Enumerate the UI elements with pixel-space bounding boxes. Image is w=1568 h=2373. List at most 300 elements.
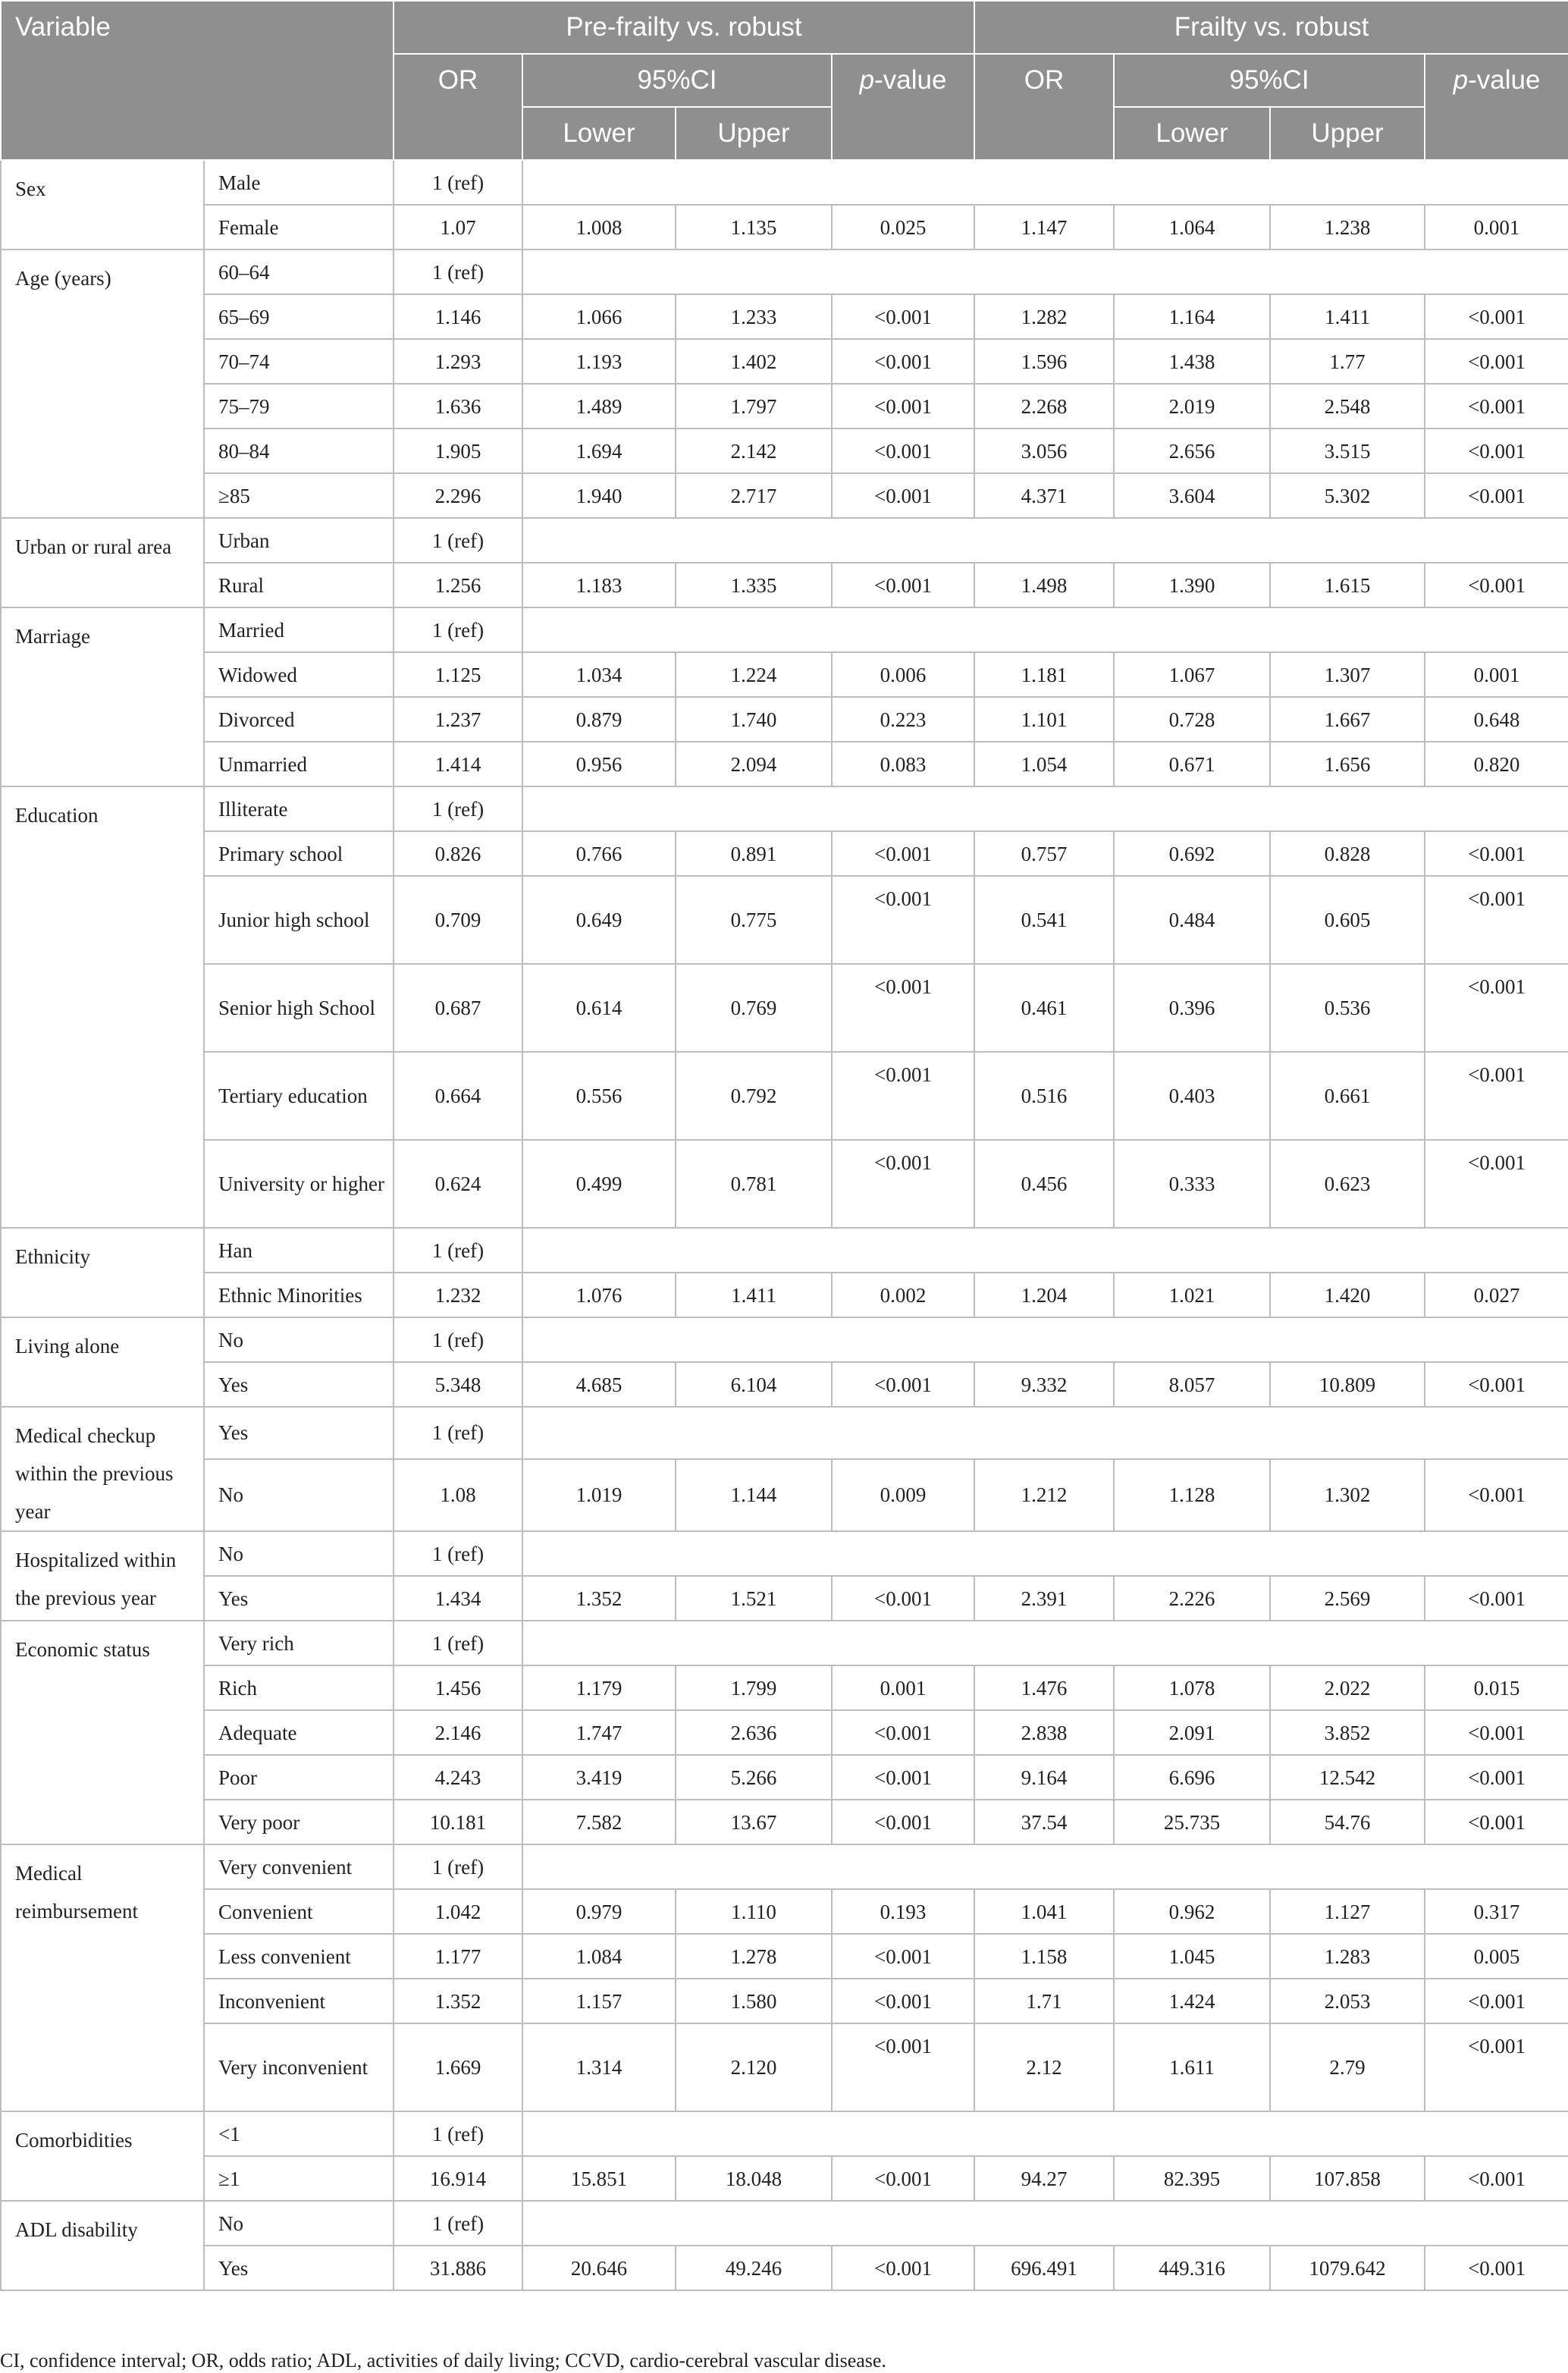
p-value-cell: <0.001 [1425, 964, 1568, 1052]
table-row [1, 294, 1568, 339]
table-row [1, 1362, 1568, 1407]
table-row [1, 2023, 1568, 2111]
p-value-cell: <0.001 [1425, 428, 1568, 473]
header-group-prefrailty: Pre-frailty vs. robust [394, 1, 974, 54]
value-cell: 0.333 [1114, 1140, 1270, 1228]
category-cell: Married [204, 607, 394, 652]
p-value-cell: 0.317 [1425, 1889, 1568, 1934]
reference-cell: 1 (ref) [394, 518, 522, 563]
table-row [1, 518, 1568, 563]
value-cell: 10.181 [394, 1800, 522, 1844]
reference-cell: 1 (ref) [394, 1621, 522, 1665]
empty-cell [522, 1228, 1568, 1273]
value-cell: 31.886 [394, 2246, 522, 2290]
value-cell: 0.709 [394, 876, 522, 964]
p-value-cell: <0.001 [1425, 2156, 1568, 2201]
reference-cell: 1 (ref) [394, 2111, 522, 2156]
value-cell: 1.424 [1114, 1979, 1270, 2023]
p-value-cell: 0.223 [832, 697, 974, 742]
value-cell: 1.694 [522, 428, 676, 473]
value-cell: 2.717 [676, 473, 832, 518]
value-cell: 1.064 [1114, 205, 1270, 250]
variable-cell: Living alone [1, 1317, 204, 1407]
value-cell: 10.809 [1270, 1362, 1425, 1407]
table-row [1, 786, 1568, 831]
table-row [1, 1710, 1568, 1755]
p-value-cell: <0.001 [1425, 876, 1568, 964]
variable-cell: Medical checkup within the previous year [1, 1407, 204, 1531]
value-cell: 0.649 [522, 876, 676, 964]
empty-cell [522, 1407, 1568, 1459]
value-cell: 9.164 [974, 1755, 1114, 1800]
p-value-cell: <0.001 [832, 294, 974, 339]
value-cell: 1.740 [676, 697, 832, 742]
p-value-cell: <0.001 [832, 1800, 974, 1844]
value-cell: 0.687 [394, 964, 522, 1052]
category-cell: ≥1 [204, 2156, 394, 2201]
value-cell: 5.302 [1270, 473, 1425, 518]
p-value-cell: 0.820 [1425, 742, 1568, 786]
table-row [1, 1407, 1568, 1459]
value-cell: 0.541 [974, 876, 1114, 964]
category-cell: Primary school [204, 831, 394, 876]
table-row [1, 1979, 1568, 2023]
category-cell: Senior high School [204, 964, 394, 1052]
table-row [1, 1140, 1568, 1228]
table-row [1, 1934, 1568, 1979]
reference-cell: 1 (ref) [394, 160, 522, 205]
table-row [1, 1317, 1568, 1362]
value-cell: 1.066 [522, 294, 676, 339]
p-value-cell: <0.001 [832, 831, 974, 876]
value-cell: 49.246 [676, 2246, 832, 2290]
table-row [1, 1889, 1568, 1934]
value-cell: 2.636 [676, 1710, 832, 1755]
p-value-cell: <0.001 [832, 1934, 974, 1979]
category-cell: ≥85 [204, 473, 394, 518]
p-value-cell: <0.001 [832, 876, 974, 964]
p-value-cell: <0.001 [1425, 294, 1568, 339]
category-cell: Han [204, 1228, 394, 1273]
p-value-cell: <0.001 [1425, 2246, 1568, 2290]
value-cell: 1.181 [974, 652, 1114, 697]
value-cell: 1.307 [1270, 652, 1425, 697]
p-value-cell: <0.001 [832, 1362, 974, 1407]
value-cell: 107.858 [1270, 2156, 1425, 2201]
value-cell: 8.057 [1114, 1362, 1270, 1407]
empty-cell [522, 607, 1568, 652]
table-row [1, 964, 1568, 1052]
value-cell: 2.142 [676, 428, 832, 473]
value-cell: 0.979 [522, 1889, 676, 1934]
p-value-cell: <0.001 [1425, 1710, 1568, 1755]
category-cell: 75–79 [204, 384, 394, 428]
value-cell: 0.775 [676, 876, 832, 964]
p-value-cell: 0.002 [832, 1273, 974, 1317]
variable-cell: Education [1, 786, 204, 1228]
p-value-cell: <0.001 [1425, 384, 1568, 428]
category-cell: Convenient [204, 1889, 394, 1934]
p-value-cell: <0.001 [832, 384, 974, 428]
table-footnote: CI, confidence interval; OR, odds ratio; ADL, activities of daily living; CCVD, cardio-cerebral vascular disease. [0, 2349, 886, 2371]
table-row [1, 652, 1568, 697]
empty-cell [522, 160, 1568, 205]
value-cell: 6.696 [1114, 1755, 1270, 1800]
value-cell: 1.498 [974, 563, 1114, 607]
p-value-cell: <0.001 [1425, 1362, 1568, 1407]
value-cell: 0.728 [1114, 697, 1270, 742]
p-value-cell: 0.009 [832, 1459, 974, 1531]
value-cell: 1.438 [1114, 339, 1270, 384]
value-cell: 1.352 [394, 1979, 522, 2023]
empty-cell [522, 786, 1568, 831]
empty-cell [522, 1844, 1568, 1889]
value-cell: 1.278 [676, 1934, 832, 1979]
value-cell: 1.596 [974, 339, 1114, 384]
p-value-cell: <0.001 [1425, 339, 1568, 384]
empty-cell [522, 1531, 1568, 1576]
value-cell: 2.569 [1270, 1576, 1425, 1621]
value-cell: 1.045 [1114, 1934, 1270, 1979]
value-cell: 1.489 [522, 384, 676, 428]
header-or: OR [974, 54, 1114, 160]
table-body [1, 160, 1568, 2290]
value-cell: 1.611 [1114, 2023, 1270, 2111]
empty-cell [522, 2111, 1568, 2156]
value-cell: 54.76 [1270, 1800, 1425, 1844]
p-value-cell: <0.001 [832, 2246, 974, 2290]
table-row [1, 876, 1568, 964]
value-cell: 4.685 [522, 1362, 676, 1407]
value-cell: 0.692 [1114, 831, 1270, 876]
p-value-cell: 0.027 [1425, 1273, 1568, 1317]
table-row [1, 1273, 1568, 1317]
value-cell: 1.08 [394, 1459, 522, 1531]
category-cell: Yes [204, 1576, 394, 1621]
p-value-cell: 0.001 [1425, 652, 1568, 697]
value-cell: 1.636 [394, 384, 522, 428]
table-row [1, 205, 1568, 250]
value-cell: 0.769 [676, 964, 832, 1052]
category-cell: Illiterate [204, 786, 394, 831]
variable-cell: Age (years) [1, 250, 204, 518]
value-cell: 1.420 [1270, 1273, 1425, 1317]
category-cell: 65–69 [204, 294, 394, 339]
value-cell: 2.094 [676, 742, 832, 786]
category-cell: No [204, 2201, 394, 2246]
p-value-cell: <0.001 [832, 563, 974, 607]
value-cell: 1.521 [676, 1576, 832, 1621]
value-cell: 1.434 [394, 1576, 522, 1621]
table-row [1, 1576, 1568, 1621]
value-cell: 1.411 [1270, 294, 1425, 339]
variable-cell: Marriage [1, 607, 204, 786]
value-cell: 1.204 [974, 1273, 1114, 1317]
table-row [1, 742, 1568, 786]
header-variable: Variable [1, 1, 394, 160]
value-cell: 2.019 [1114, 384, 1270, 428]
value-cell: 2.296 [394, 473, 522, 518]
value-cell: 2.053 [1270, 1979, 1425, 2023]
reference-cell: 1 (ref) [394, 786, 522, 831]
p-value-cell: 0.001 [832, 1665, 974, 1710]
category-cell: University or higher [204, 1140, 394, 1228]
empty-cell [522, 1621, 1568, 1665]
value-cell: 1.110 [676, 1889, 832, 1934]
value-cell: 0.461 [974, 964, 1114, 1052]
reference-cell: 1 (ref) [394, 607, 522, 652]
category-cell: 80–84 [204, 428, 394, 473]
value-cell: 2.268 [974, 384, 1114, 428]
table-row [1, 1844, 1568, 1889]
value-cell: 3.852 [1270, 1710, 1425, 1755]
table-row [1, 831, 1568, 876]
value-cell: 1.147 [974, 205, 1114, 250]
table-row [1, 250, 1568, 294]
value-cell: 1.256 [394, 563, 522, 607]
header-p-value: p-value [832, 54, 974, 160]
value-cell: 1.282 [974, 294, 1114, 339]
value-cell: 1.411 [676, 1273, 832, 1317]
value-cell: 2.79 [1270, 2023, 1425, 2111]
value-cell: 0.396 [1114, 964, 1270, 1052]
value-cell: 1.07 [394, 205, 522, 250]
category-cell: Male [204, 160, 394, 205]
header-group-frailty: Frailty vs. robust [974, 1, 1568, 54]
value-cell: 1.224 [676, 652, 832, 697]
value-cell: 1.905 [394, 428, 522, 473]
value-cell: 1.293 [394, 339, 522, 384]
table-row [1, 1228, 1568, 1273]
empty-cell [522, 250, 1568, 294]
value-cell: 6.104 [676, 1362, 832, 1407]
value-cell: 1.799 [676, 1665, 832, 1710]
value-cell: 1.797 [676, 384, 832, 428]
value-cell: 1.135 [676, 205, 832, 250]
p-value-cell: <0.001 [832, 1755, 974, 1800]
p-value-cell: <0.001 [1425, 1140, 1568, 1228]
value-cell: 2.091 [1114, 1710, 1270, 1755]
value-cell: 0.516 [974, 1052, 1114, 1140]
header-ci: 95%CI [522, 54, 832, 107]
table-row [1, 428, 1568, 473]
value-cell: 5.348 [394, 1362, 522, 1407]
value-cell: 3.515 [1270, 428, 1425, 473]
value-cell: 0.766 [522, 831, 676, 876]
empty-cell [522, 518, 1568, 563]
value-cell: 25.735 [1114, 1800, 1270, 1844]
value-cell: 1.238 [1270, 205, 1425, 250]
value-cell: 1.019 [522, 1459, 676, 1531]
value-cell: 1.127 [1270, 1889, 1425, 1934]
value-cell: 16.914 [394, 2156, 522, 2201]
value-cell: 1.042 [394, 1889, 522, 1934]
value-cell: 2.226 [1114, 1576, 1270, 1621]
value-cell: 20.646 [522, 2246, 676, 2290]
value-cell: 2.548 [1270, 384, 1425, 428]
value-cell: 1.669 [394, 2023, 522, 2111]
value-cell: 1.237 [394, 697, 522, 742]
p-value-cell: <0.001 [832, 2023, 974, 2111]
value-cell: 0.624 [394, 1140, 522, 1228]
category-cell: <1 [204, 2111, 394, 2156]
value-cell: 1.125 [394, 652, 522, 697]
header-upper: Upper [1270, 107, 1425, 160]
table-row [1, 607, 1568, 652]
p-value-cell: <0.001 [1425, 563, 1568, 607]
p-value-cell: 0.015 [1425, 1665, 1568, 1710]
p-value-cell: <0.001 [1425, 1800, 1568, 1844]
value-cell: 0.891 [676, 831, 832, 876]
variable-cell: Comorbidities [1, 2111, 204, 2201]
category-cell: No [204, 1459, 394, 1531]
p-value-cell: <0.001 [1425, 1459, 1568, 1531]
category-cell: Rich [204, 1665, 394, 1710]
value-cell: 0.826 [394, 831, 522, 876]
value-cell: 1.078 [1114, 1665, 1270, 1710]
value-cell: 696.491 [974, 2246, 1114, 2290]
category-cell: Very poor [204, 1800, 394, 1844]
p-value-cell: <0.001 [832, 428, 974, 473]
value-cell: 0.499 [522, 1140, 676, 1228]
value-cell: 0.456 [974, 1140, 1114, 1228]
category-cell: Ethnic Minorities [204, 1273, 394, 1317]
value-cell: 1.656 [1270, 742, 1425, 786]
value-cell: 1.476 [974, 1665, 1114, 1710]
category-cell: No [204, 1531, 394, 1576]
p-value-cell: <0.001 [1425, 2023, 1568, 2111]
value-cell: 1.008 [522, 205, 676, 250]
value-cell: 9.332 [974, 1362, 1114, 1407]
p-value-cell: 0.005 [1425, 1934, 1568, 1979]
value-cell: 0.536 [1270, 964, 1425, 1052]
variable-cell: Ethnicity [1, 1228, 204, 1317]
value-cell: 1.77 [1270, 339, 1425, 384]
value-cell: 1.177 [394, 1934, 522, 1979]
header-ci: 95%CI [1114, 54, 1425, 107]
value-cell: 0.792 [676, 1052, 832, 1140]
category-cell: Tertiary education [204, 1052, 394, 1140]
category-cell: Junior high school [204, 876, 394, 964]
value-cell: 0.664 [394, 1052, 522, 1140]
table-row [1, 473, 1568, 518]
category-cell: 70–74 [204, 339, 394, 384]
value-cell: 1.456 [394, 1665, 522, 1710]
p-value-cell: <0.001 [1425, 1755, 1568, 1800]
p-value-cell: 0.006 [832, 652, 974, 697]
p-value-cell: 0.193 [832, 1889, 974, 1934]
value-cell: 5.266 [676, 1755, 832, 1800]
value-cell: 13.67 [676, 1800, 832, 1844]
value-cell: 0.623 [1270, 1140, 1425, 1228]
p-value-cell: 0.025 [832, 205, 974, 250]
p-value-cell: <0.001 [832, 1710, 974, 1755]
value-cell: 1.747 [522, 1710, 676, 1755]
value-cell: 1.157 [522, 1979, 676, 2023]
value-cell: 15.851 [522, 2156, 676, 2201]
value-cell: 1.076 [522, 1273, 676, 1317]
value-cell: 1.146 [394, 294, 522, 339]
category-cell: Poor [204, 1755, 394, 1800]
category-cell: Very inconvenient [204, 2023, 394, 2111]
value-cell: 0.879 [522, 697, 676, 742]
header-p-value: p-value [1425, 54, 1568, 160]
value-cell: 12.542 [1270, 1755, 1425, 1800]
value-cell: 3.419 [522, 1755, 676, 1800]
p-value-cell: <0.001 [832, 1576, 974, 1621]
value-cell: 1.233 [676, 294, 832, 339]
p-value-cell: <0.001 [1425, 1576, 1568, 1621]
value-cell: 1.041 [974, 1889, 1114, 1934]
reference-cell: 1 (ref) [394, 1844, 522, 1889]
value-cell: 3.604 [1114, 473, 1270, 518]
value-cell: 0.605 [1270, 876, 1425, 964]
value-cell: 82.395 [1114, 2156, 1270, 2201]
header-lower: Lower [522, 107, 676, 160]
p-value-cell: <0.001 [1425, 1979, 1568, 2023]
p-value-cell: 0.083 [832, 742, 974, 786]
value-cell: 2.391 [974, 1576, 1114, 1621]
category-cell: Yes [204, 2246, 394, 2290]
header-upper: Upper [676, 107, 832, 160]
value-cell: 1.314 [522, 2023, 676, 2111]
header-lower: Lower [1114, 107, 1270, 160]
header-or: OR [394, 54, 522, 160]
value-cell: 37.54 [974, 1800, 1114, 1844]
value-cell: 1.021 [1114, 1273, 1270, 1317]
value-cell: 1.164 [1114, 294, 1270, 339]
value-cell: 0.781 [676, 1140, 832, 1228]
table-row [1, 1052, 1568, 1140]
value-cell: 449.316 [1114, 2246, 1270, 2290]
value-cell: 1.940 [522, 473, 676, 518]
table-row [1, 2246, 1568, 2290]
table-header [1, 1, 1568, 160]
table-row [1, 2156, 1568, 2201]
p-value-cell: <0.001 [832, 1052, 974, 1140]
value-cell: 1.193 [522, 339, 676, 384]
p-value-cell: <0.001 [832, 1979, 974, 2023]
value-cell: 0.962 [1114, 1889, 1270, 1934]
p-value-cell: <0.001 [1425, 1052, 1568, 1140]
variable-cell: Urban or rural area [1, 518, 204, 607]
category-cell: Urban [204, 518, 394, 563]
p-value-cell: 0.001 [1425, 205, 1568, 250]
value-cell: 2.656 [1114, 428, 1270, 473]
category-cell: Adequate [204, 1710, 394, 1755]
empty-cell [522, 2201, 1568, 2246]
value-cell: 7.582 [522, 1800, 676, 1844]
value-cell: 1.390 [1114, 563, 1270, 607]
p-value-cell: <0.001 [1425, 831, 1568, 876]
value-cell: 2.146 [394, 1710, 522, 1755]
category-cell: Yes [204, 1362, 394, 1407]
value-cell: 4.371 [974, 473, 1114, 518]
value-cell: 0.484 [1114, 876, 1270, 964]
category-cell: No [204, 1317, 394, 1362]
category-cell: Very convenient [204, 1844, 394, 1889]
table-row [1, 1459, 1568, 1531]
table-row [1, 563, 1568, 607]
value-cell: 1.101 [974, 697, 1114, 742]
value-cell: 1.084 [522, 1934, 676, 1979]
value-cell: 1.615 [1270, 563, 1425, 607]
category-cell: Rural [204, 563, 394, 607]
value-cell: 1.054 [974, 742, 1114, 786]
value-cell: 2.022 [1270, 1665, 1425, 1710]
value-cell: 1.283 [1270, 1934, 1425, 1979]
value-cell: 1.158 [974, 1934, 1114, 1979]
